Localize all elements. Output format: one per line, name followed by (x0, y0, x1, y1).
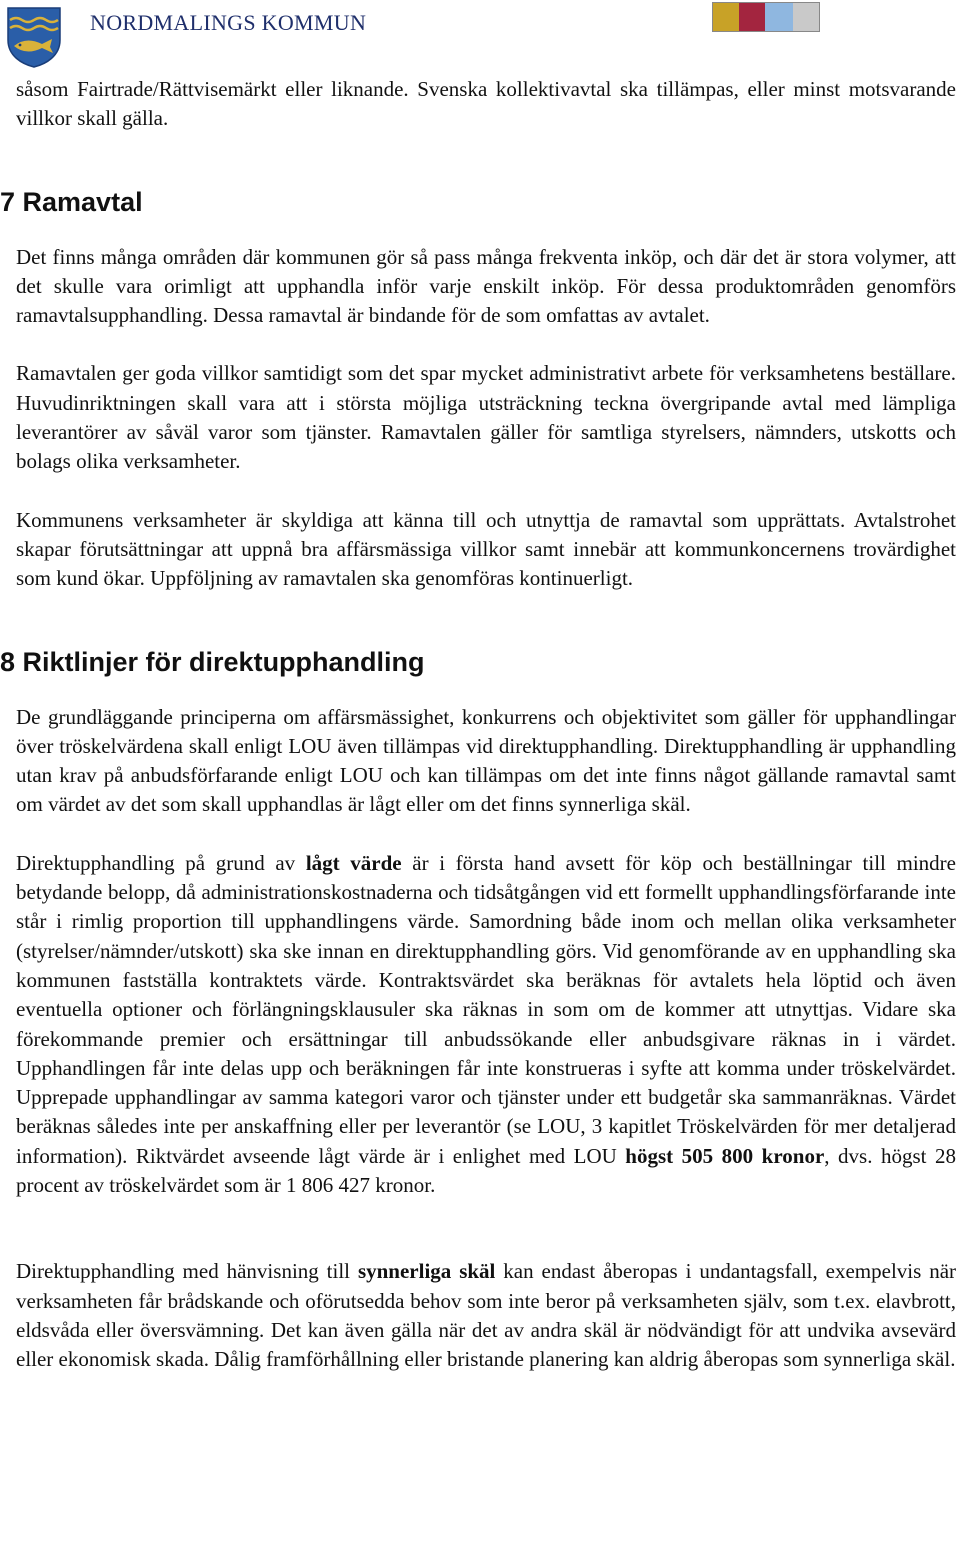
section-7-heading: 7 Ramavtal (0, 186, 143, 217)
text-run: är i första hand avsett för köp och beställningar till mindre betydande belopp, då administrationskostnaderna och tidsåtgången vid ett formellt upphandlingsförfarande inte står i rimlig proportion till upphandlingens värde. Samordning både inom och mellan olika verksamheter (styrelser/nämnder/utskott) ska ske innan en direktupphandling görs. Vid genomförande av en upphandling ska kommunen fastställa kontraktets värde. Kontraktsvärdet ska beräknas för avtalets hela löptid och även eventuella optioner och förlängningsklausuler ska räknas in som om de kommer att utnyttjas. Vidare ska förekommande premier och ersättningar till anbudssökande eller anbudsgivare räknas in i värdet. Upphandlingen får inte delas upp och beräkningen får inte konstrueras i syfte att komma under tröskelvärdet. Upprepade upphandlingar av samma kategori varor och tjänster under ett budgetår ska sammanräknas. Värdet beräknas således inte per anskaffning eller per leverantör (se LOU, 3 kapitlet Tröskelvärden för mer detaljerad information). Riktvärdet avseende lågt värde är i enlighet med LOU (16, 850, 956, 1168)
text-run: , dvs. högst 28 procent av tröskelvärdet som är 1 806 427 kronor. (16, 1143, 956, 1198)
section-7-paragraph-3: Kommunens verksamheter är skyldiga att känna till och utnyttja de ramavtal som upprättats. Avtalstrohet skapar förutsättningar att uppnå bra affärsmässiga villkor samt innebär att kommunkoncernens trovärdighet som kund ökar. Uppföljning av ramavtalen ska genomföras kontinuerligt. (16, 507, 956, 591)
paragraph-intro: såsom Fairtrade/Rättvisemärkt eller liknande. Svenska kollektivavtal ska tillämpas, eller minst motsvarande villkor skall gälla. (16, 77, 956, 131)
municipal-coat-of-arms-icon (6, 6, 62, 68)
text-run: kan endast åberopas i undantagsfall, exempelvis när verksamheten får brådskande och oförutsedda behov som inte beror på verksamheten själv, som t.ex. elavbrott, eldsvåda eller översvämning. Det kan även gälla när det av andra skäl är nödvändigt för att undvika avsevärd eller ekonomisk skada. Dålig framförhållning eller bristande planering kan aldrig åberopas som synnerliga skäl. (16, 1259, 957, 1372)
text-run: Direktupphandling med hänvisning till (16, 1259, 358, 1284)
organization-name: NORDMALINGS KOMMUN (90, 10, 367, 35)
section-8-heading: 8 Riktlinjer för direktupphandling (0, 646, 425, 677)
section-8-paragraph-3 (0, 1257, 960, 1374)
brand-color-bar (712, 2, 820, 32)
section-8-paragraph-2 (0, 849, 960, 1201)
section-7-paragraph-1: Det finns många områden där kommunen gör så pass många frekventa inköp, och där det är stora volymer, att det skulle vara orimligt att upphandla inför varje enskilt inköp. För dessa produktområden genomförs ramavtalsupphandling. Dessa ramavtal är bindande för de som omfattas av avtalet. (16, 244, 956, 328)
emphasis-low-value: lågt värde (305, 850, 402, 875)
section-7-paragraph-2: Ramavtalen ger goda villkor samtidigt som det spar mycket administrativt arbete för verksamhetens beställare. Huvudinriktningen skall vara att i största möjliga utsträckning teckna övergripande avtal med lämpliga leverantörer av såväl varor som tjänster. Ramavtalen gäller för samtliga styrelsers, nämnders, utskotts och bolags olika verksamheter. (16, 361, 956, 474)
emphasis-special-reasons: synnerliga skäl (357, 1259, 496, 1284)
emphasis-max-amount: högst 505 800 kronor (625, 1143, 825, 1168)
section-8-paragraph-1: De grundläggande principerna om affärsmässighet, konkurrens och objektivitet som gäller för upphandlingar över tröskelvärdena skall enligt LOU även tillämpas vid direktupphandling. Direktupphandling är upphandling utan krav på anbudsförfarande enligt LOU och kan tillämpas om det inte finns något gällande ramavtal samt om värdet av det som skall upphandlas är lågt eller om det finns synnerliga skäl. (16, 704, 956, 817)
text-run: Direktupphandling på grund av (16, 850, 306, 875)
page-header (0, 0, 960, 72)
document-body (0, 72, 960, 1375)
